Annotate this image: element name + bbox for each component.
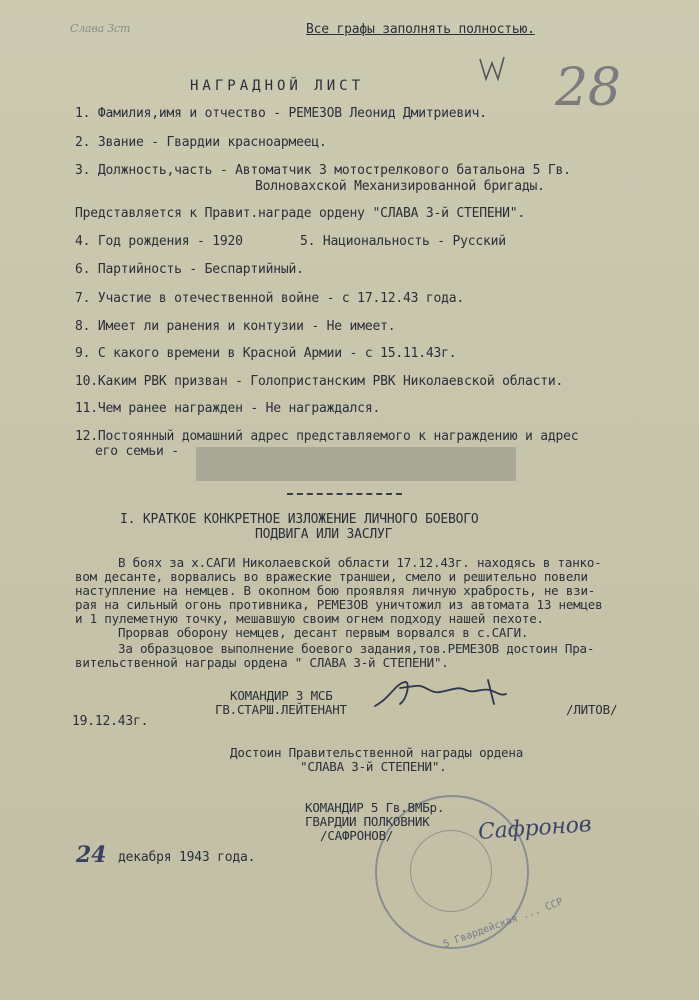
item-3-position-cont: Волновахской Механизированной бригады.: [255, 179, 545, 194]
signer1-date: 19.12.43г.: [72, 714, 149, 729]
header-instruction: Все графы заполнять полностью.: [306, 22, 535, 37]
document-title: НАГРАДНОЙ ЛИСТ: [190, 78, 365, 94]
item-7-war-participation: 7. Участие в отечественной войне - с 17.12.43 года.: [75, 291, 464, 306]
archive-number: 28: [555, 58, 621, 118]
item-9-army-since: 9. С какого времени в Красной Армии - с 15.11.43г.: [75, 346, 457, 361]
item-10-draft-office: 10.Каким РВК призван - Голопристанским РВК Николаевской области.: [75, 374, 564, 389]
item-4-birth-year: 4. Год рождения - 1920: [75, 234, 243, 249]
body-line: За образцовое выполнение боевого задания,тов.РЕМЕЗОВ достоин Пра-: [118, 641, 595, 656]
corner-pencil-note: Слава 3ст: [70, 22, 131, 35]
signer1-role-line2: ГВ.СТАРШ.ЛЕЙТЕНАНТ: [215, 702, 347, 717]
item-1-fullname: 1. Фамилия,имя и отчество - РЕМЕЗОВ Леонид Дмитриевич.: [75, 106, 487, 121]
signer2-role-line2: ГВАРДИИ ПОЛКОВНИК: [305, 814, 430, 829]
body-line: вительственной награды ордена " СЛАВА 3-й СТЕПЕНИ".: [75, 655, 449, 670]
resolution-line2: "СЛАВА 3-й СТЕПЕНИ".: [300, 759, 447, 774]
signer1-name: /ЛИТОВ/: [566, 702, 618, 717]
section-divider: [287, 493, 402, 495]
body-line: В боях за х.САГИ Николаевской области 17.12.43г. находясь в танко-: [118, 555, 602, 570]
item-6-party: 6. Партийность - Беспартийный.: [75, 262, 304, 277]
body-line: наступление на немцев. В окопном бою проявляя личную храбрость, не взи-: [75, 583, 596, 598]
final-date-day: 24: [76, 842, 107, 868]
item-3-position: 3. Должность,часть - Автоматчик 3 мотострелкового батальона 5 Гв.: [75, 163, 571, 178]
final-date-text: декабря 1943 года.: [118, 850, 256, 865]
item-8-wounds: 8. Имеет ли ранения и контузии - Не имеет.: [75, 319, 396, 334]
signature-safronov: Сафронов: [477, 812, 593, 845]
item-5-nationality: 5. Национальность - Русский: [300, 234, 506, 249]
item-2-rank: 2. Звание - Гвардии красноармеец.: [75, 135, 327, 150]
signature-litov: [370, 676, 510, 716]
pencil-check-mark: [478, 55, 508, 85]
section-title-line1: I. КРАТКОЕ КОНКРЕТНОЕ ИЗЛОЖЕНИЕ ЛИЧНОГО БОЕВОГО: [120, 512, 479, 527]
item-12-address: 12.Постоянный домашний адрес представляемого к награждению и адрес: [75, 429, 579, 444]
stamp-text: 5 Гвардейская ... ССР: [441, 896, 565, 951]
item-12-address-cont: его семьи -: [95, 444, 179, 459]
resolution-line1: Достоин Правительственной награды ордена: [230, 745, 524, 760]
body-line: рая на сильный огонь противника, РЕМЕЗОВ уничтожил из автомата 13 немцев: [75, 597, 603, 612]
body-line: вом десанте, ворвались во вражеские траншеи, смело и решительно повели: [75, 569, 588, 584]
body-line: Прорвав оборону немцев, десант первым ворвался в с.САГИ.: [118, 625, 529, 640]
signer1-role-line1: КОМАНДИР 3 МСБ: [230, 688, 333, 703]
signer2-name: /САФРОНОВ/: [320, 828, 394, 843]
nomination-line: Представляется к Правит.награде ордену "СЛАВА 3-й СТЕПЕНИ".: [75, 206, 525, 221]
section-title-line2: ПОДВИГА ИЛИ ЗАСЛУГ: [255, 527, 393, 542]
redacted-address: [196, 447, 516, 481]
signer2-role-line1: КОМАНДИР 5 Гв.ВМБр.: [305, 800, 445, 815]
body-line: и 1 пулеметную точку, мешавшую своим огнем подходу нашей пехоте.: [75, 611, 544, 626]
item-11-previous-awards: 11.Чем ранее награжден - Не награждался.: [75, 401, 381, 416]
